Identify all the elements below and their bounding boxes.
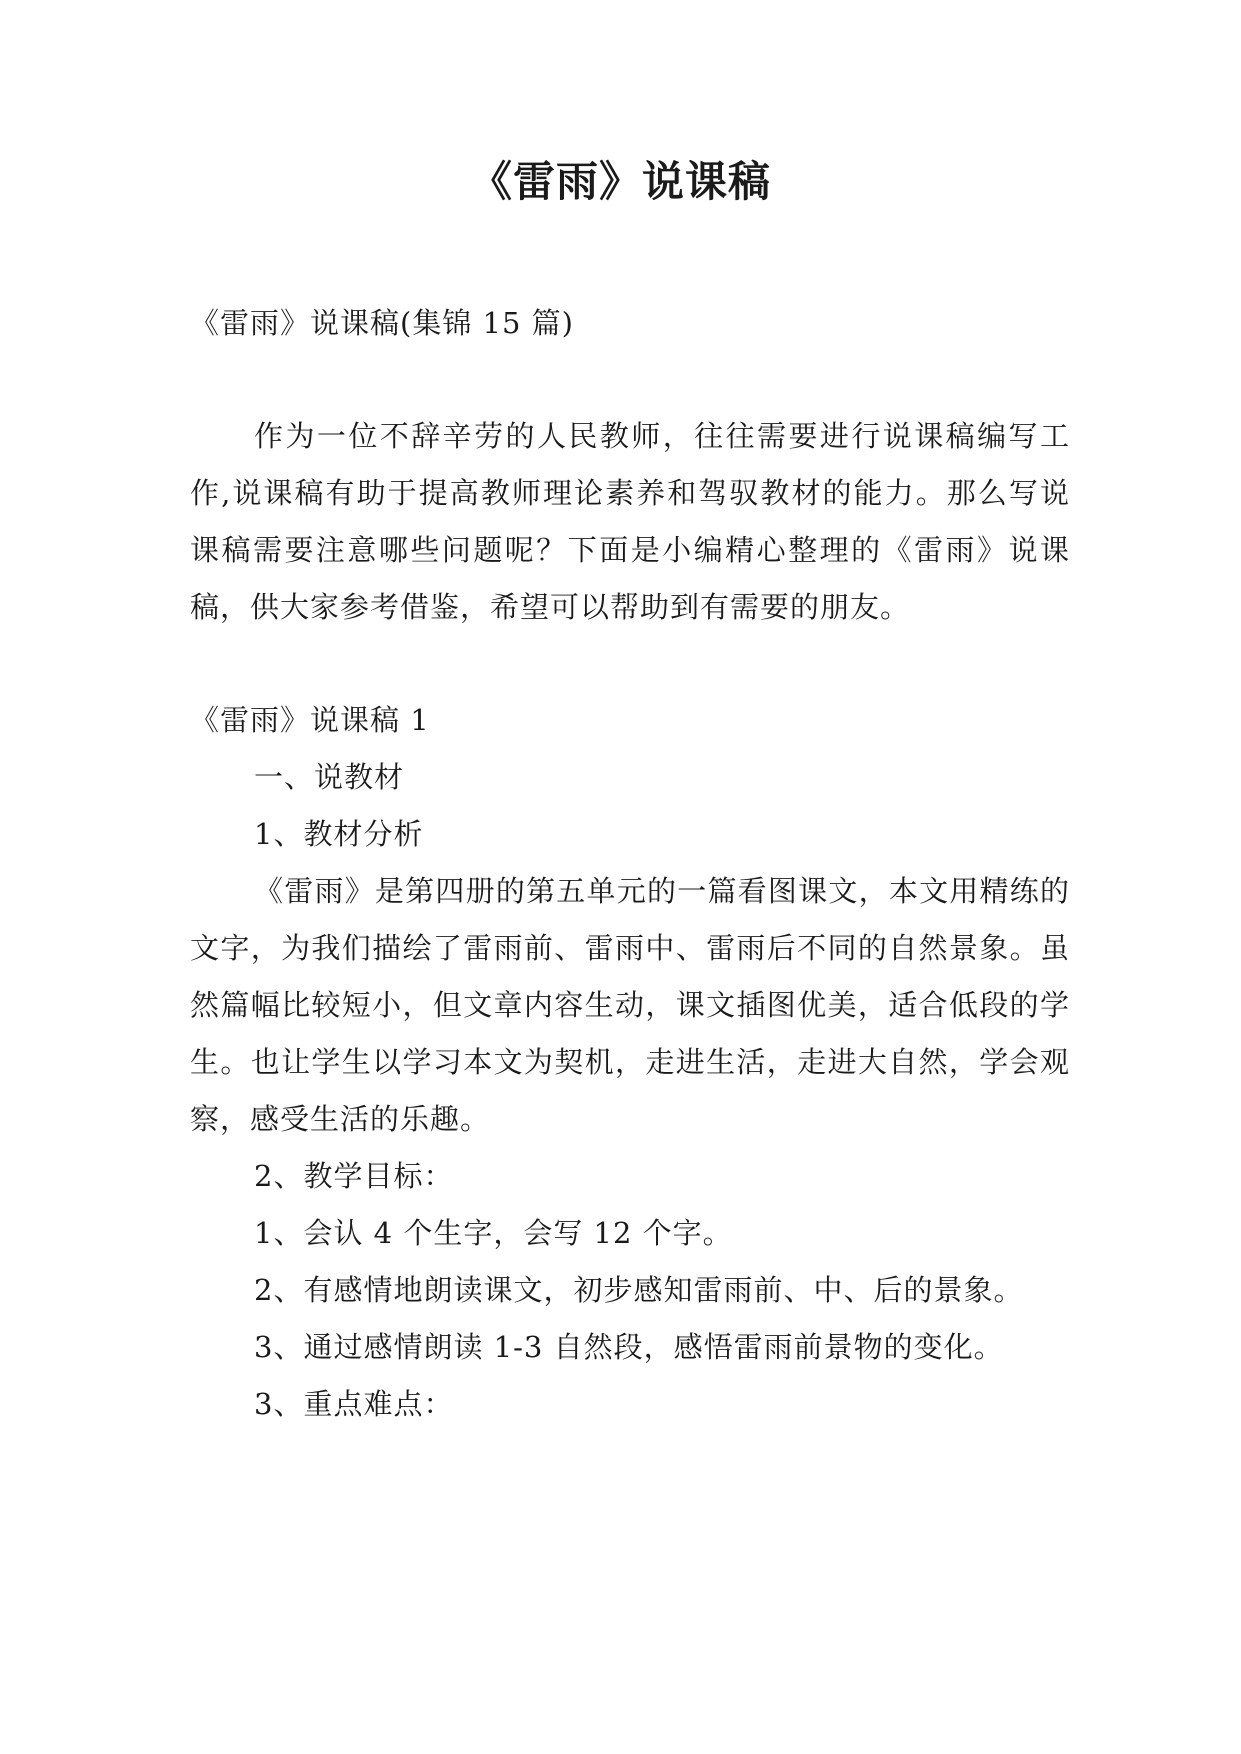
heading-teaching-goals: 2、教学目标： bbox=[254, 1159, 454, 1193]
heading-teaching-material: 一、说教材 bbox=[254, 760, 405, 794]
goal-item-3: 3、通过感情朗读 1-3 自然段，感悟雷雨前景物的变化。 bbox=[254, 1330, 1004, 1364]
heading-key-difficulties: 3、重点难点： bbox=[254, 1387, 454, 1421]
document-body bbox=[190, 295, 1070, 1433]
intro-paragraph: 作为一位不辞辛劳的人民教师，往往需要进行说课稿编写工作,说课稿有助于提高教师理论素养和驾驭教材的能力。那么写说课稿需要注意哪些问题呢？下面是小编精心整理的《雷雨》说课稿，供大家参考借鉴，希望可以帮助到有需要的朋友。 bbox=[190, 419, 1070, 624]
section-title: 《雷雨》说课稿 1 bbox=[190, 703, 430, 737]
goal-item-1: 1、会认 4 个生字，会写 12 个字。 bbox=[254, 1216, 733, 1250]
goal-item-2: 2、有感情地朗读课文，初步感知雷雨前、中、后的景象。 bbox=[254, 1273, 1024, 1307]
material-analysis-paragraph: 《雷雨》是第四册的第五单元的一篇看图课文，本文用精练的文字，为我们描绘了雷雨前、雷雨中、雷雨后不同的自然景象。虽然篇幅比较短小，但文章内容生动，课文插图优美，适合低段的学生。也让学生以学习本文为契机，走进生活，走进大自然，学会观察，感受生活的乐趣。 bbox=[190, 874, 1070, 1136]
document-subtitle: 《雷雨》说课稿(集锦 15 篇) bbox=[190, 306, 574, 340]
document-title: 《雷雨》说课稿 bbox=[469, 157, 771, 206]
heading-material-analysis: 1、教材分析 bbox=[254, 817, 424, 851]
